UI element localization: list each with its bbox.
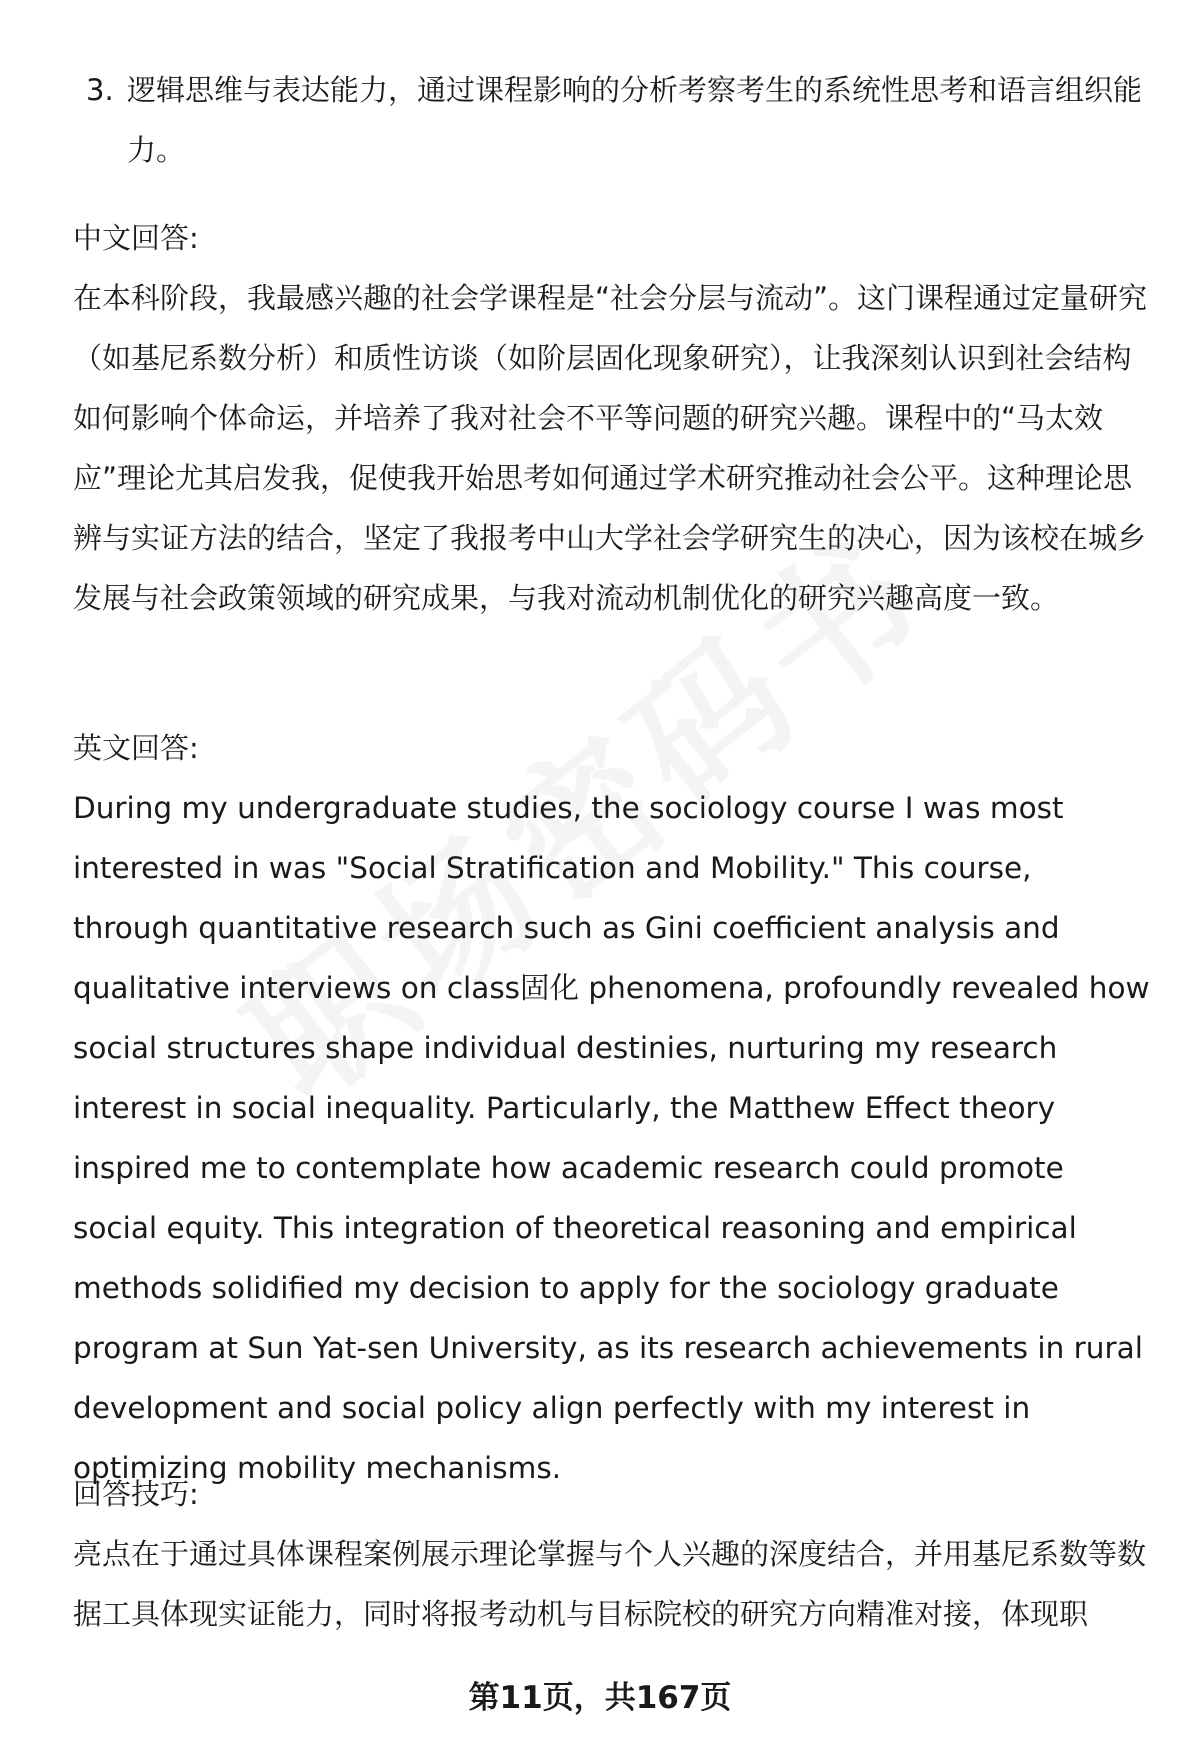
tips-text: 亮点在于通过具体课程案例展示理论掌握与个人兴趣的深度结合，并用基尼系数等数据工具体现实证能力，同时将报考动机与目标院校的研究方向精准对接，体现职 — [73, 1537, 1147, 1631]
chinese-answer-text: 在本科阶段，我最感兴趣的社会学课程是“社会分层与流动”。这门课程通过定量研究（如基尼系数分析）和质性访谈（如阶层固化现象研究），让我深刻认识到社会结构如何影响个体命运，并培养了我对社会不平等问题的研究兴趣。课程中的“马太效应”理论尤其启发我，促使我开始思考如何通过学术研究推动社会公平。这种理论思辨与实证方法的结合，坚定了我报考中山大学社会学研究生的决心，因为该校在城乡发展与社会政策领域的研究成果，与我对流动机制优化的研究兴趣高度一致。 — [73, 281, 1148, 615]
tips-heading: 回答技巧: — [73, 1477, 199, 1511]
list-item-number: 3. — [86, 73, 114, 107]
chinese-answer-heading: 中文回答: — [73, 221, 199, 255]
page-number: 第11页，共167页 — [468, 1680, 732, 1716]
english-answer-text: During my undergraduate studies, the sociology course I was most interested in was "Social Stratification and Mobility." This course, through quantitative research such as Gini coefficient analysis and qualitative interviews on class固化 phenomena, profoundly revealed how social structures shape individual destinies, nurturing my research interest in social inequality. Particularly, the Matthew Effect theory inspired me to contemplate how academic research could promote social equity. This integration of theoretical reasoning and empirical methods solidified my decision to apply for the sociology graduate program at Sun Yat-sen University, as its research achievements in rural development and social policy align perfectly with my interest in optimizing mobility mechanisms. — [73, 791, 1150, 1485]
list-item-text: 逻辑思维与表达能力，通过课程影响的分析考察考生的系统性思考和语言组织能力。 — [127, 73, 1143, 167]
english-answer-heading: 英文回答: — [73, 731, 199, 765]
